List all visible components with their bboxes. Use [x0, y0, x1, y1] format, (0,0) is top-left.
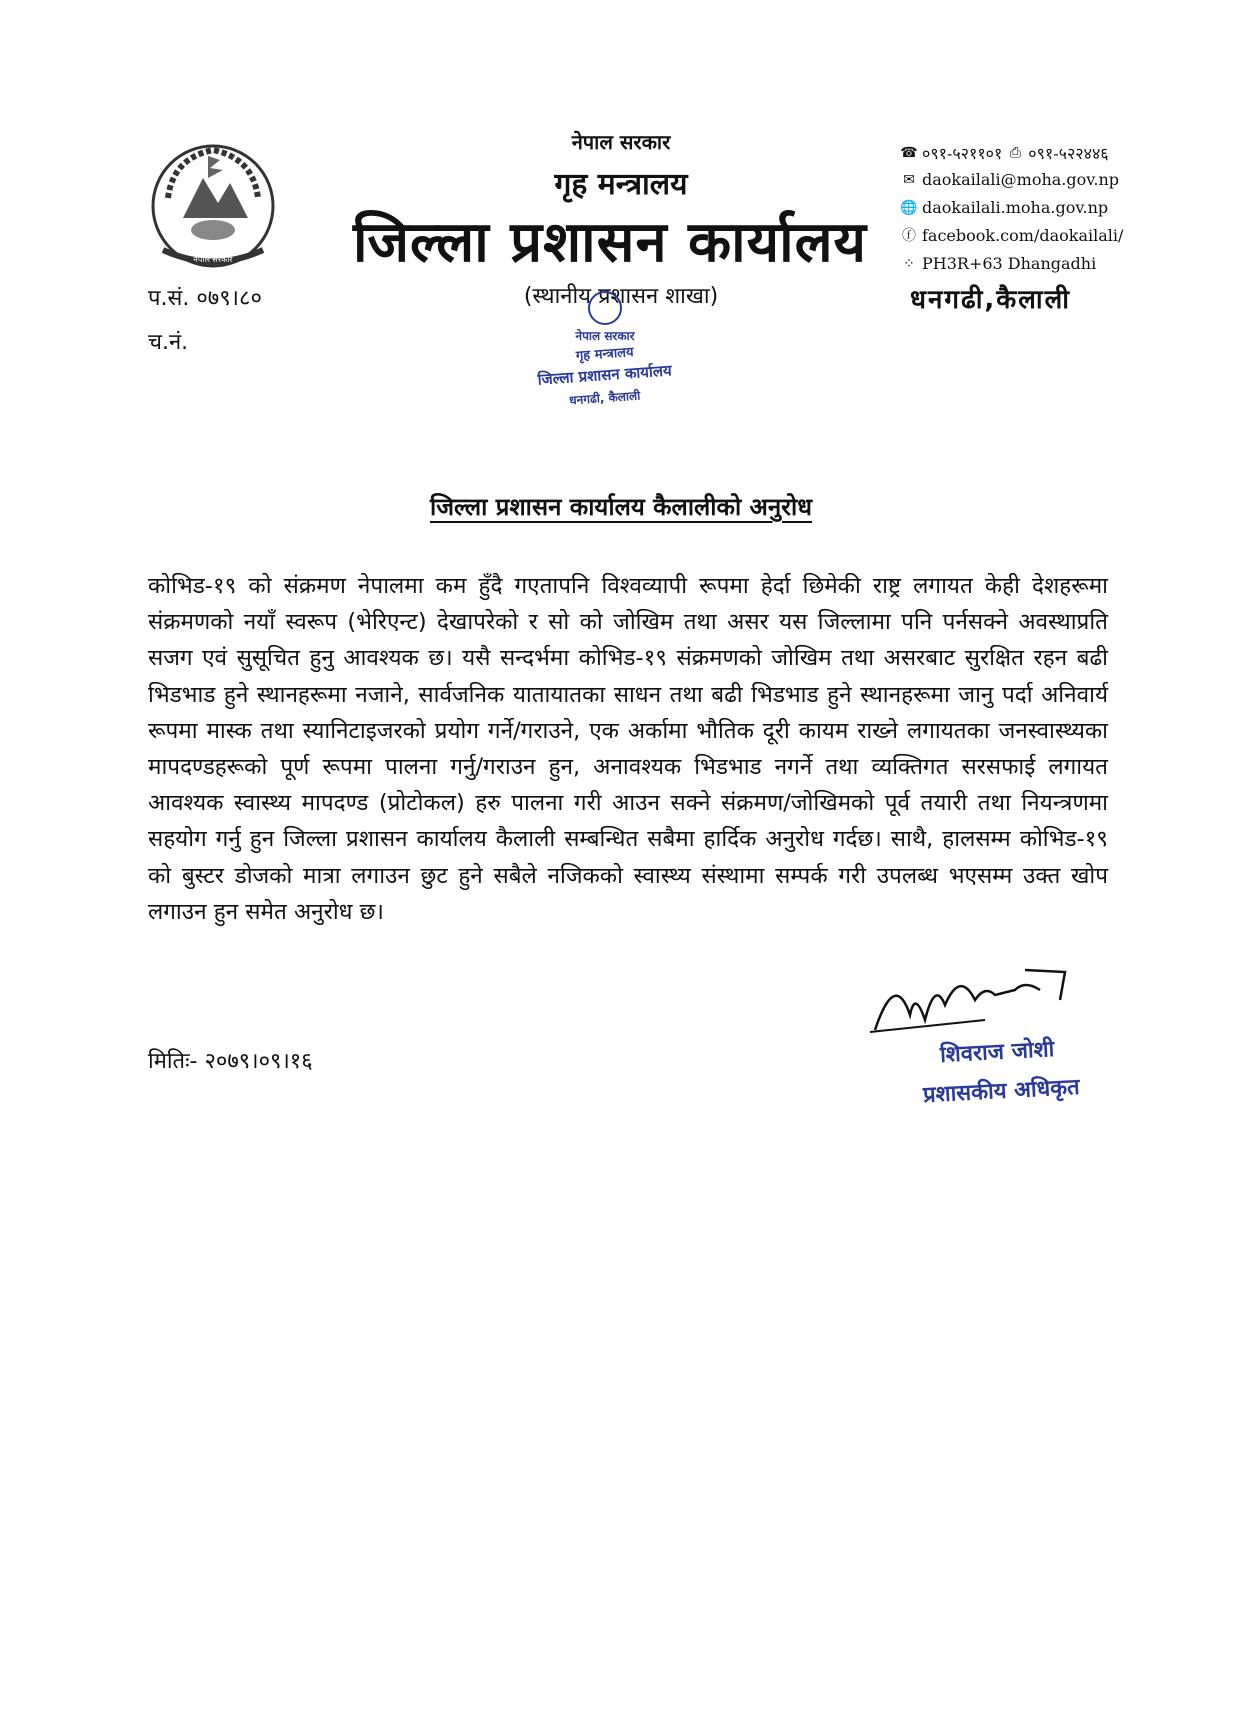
signatory-name: शिवराज जोशी	[939, 1037, 1055, 1068]
plus-code: PH3R+63 Dhangadhi	[922, 254, 1097, 273]
notice-body: कोभिड-१९ को संक्रमण नेपालमा कम हुँदै गएतापनि विश्वव्यापी रूपमा हेर्दा छिमेकी राष्ट्र लगायत केही देशहरूमा संक्रमणको नयाँ स्वरूप (भेरिएन्ट) देखापरेको र सो को जोखिम तथा असर यस जिल्लामा पनि पर्नसक्ने अवस्थाप्रति सजग एवं सुसूचित हुनु आवश्यक छ। यसै सन्दर्भमा कोभिड-१९ संक्रमणको जोखिम तथा असरबाट सुरक्षित रहन बढी भिडभाड हुने स्थानहरूमा नजाने, सार्वजनिक यातायातका साधन तथा बढी भिडभाड हुने स्थानहरूमा जानु पर्दा अनिवार्य रूपमा मास्क तथा स्यानिटाइजरको प्रयोग गर्ने/गराउने, एक अर्कामा भौतिक दूरी कायम राख्ने लगायतका जनस्वास्थ्यका मापदण्डहरूको पूर्ण रूपमा पालना गर्नु/गराउन हुन, अनावश्यक भिडभाड नगर्ने तथा व्यक्तिगत सरसफाई लगायत आवश्यक स्वास्थ्य मापदण्ड (प्रोटोकल) हरु पालना गरी आउन सक्ने संक्रमण/जोखिमको पूर्व तयारी तथा नियन्त्रणमा सहयोग गर्नु हुन जिल्ला प्रशासन कार्यालय कैलाली सम्बन्धित सबैमा हार्दिक अनुरोध गर्दछ। साथै, हालसम्म कोभिड-१९ को बुस्टर डोजको मात्रा लगाउन छुट हुने सबैले नजिकको स्वास्थ्य संस्थामा सम्पर्क गरी उपलब्ध भएसम्म उक्त खोप लगाउन हुन समेत अनुरोध छ।	[148, 573, 1108, 925]
plus-code-line	[900, 254, 1096, 273]
email-address[interactable]: daokailali@moha.gov.np	[922, 170, 1120, 189]
facebook-link[interactable]: facebook.com/daokailali/	[922, 226, 1124, 245]
phone-fax-line	[900, 142, 1109, 164]
location-dots-icon: ⁘	[903, 255, 915, 272]
office-name: जिल्ला प्रशासन कार्यालय	[352, 210, 868, 275]
facebook-line	[900, 226, 1123, 245]
office-stamp	[520, 288, 690, 418]
stamp-line-1: नेपाल सरकार	[575, 329, 635, 343]
notice-date: मितिः- २०७९।०९।१६	[148, 1049, 313, 1074]
stamp-line-2: गृह मन्त्रालय	[575, 345, 635, 365]
mail-icon: ✉	[903, 171, 915, 188]
phone-icon: ☎	[900, 145, 918, 161]
signature	[865, 960, 1085, 1040]
fax-icon: ⎙	[1009, 145, 1021, 161]
notice-title-text: जिल्ला प्रशासन कार्यालय कैलालीको अनुरोध	[430, 493, 812, 521]
nepal-emblem-icon	[148, 138, 278, 273]
letter-number: प.सं. ०७९।८०	[148, 286, 262, 311]
email-line	[900, 170, 1119, 189]
website-line	[900, 198, 1108, 217]
signatory-designation: प्रशासकीय अधिकृत	[922, 1074, 1081, 1109]
fax-number: ०९१-५२२४४६	[1028, 144, 1109, 163]
phone-number: ०९१-५२११०१	[922, 144, 1003, 163]
notice-title	[0, 490, 1242, 523]
globe-icon: 🌐	[900, 199, 918, 216]
government-name: नेपाल सरकार	[571, 130, 671, 154]
dispatch-number: च.नं.	[148, 330, 189, 355]
office-city: धनगढी,कैलाली	[910, 285, 1071, 315]
stamp-line-3: जिल्ला प्रशासन कार्यालय	[537, 361, 673, 389]
website-link[interactable]: daokailali.moha.gov.np	[922, 198, 1109, 217]
branch-name: (स्थानीय प्रशासन शाखा)	[523, 284, 719, 309]
ministry-name: गृह मन्त्रालय	[554, 167, 688, 202]
emblem-text: नेपाल सरकार	[193, 255, 233, 264]
stamp-line-4: धनगढी, कैलाली	[568, 388, 641, 408]
facebook-icon: ⓕ	[902, 227, 916, 244]
